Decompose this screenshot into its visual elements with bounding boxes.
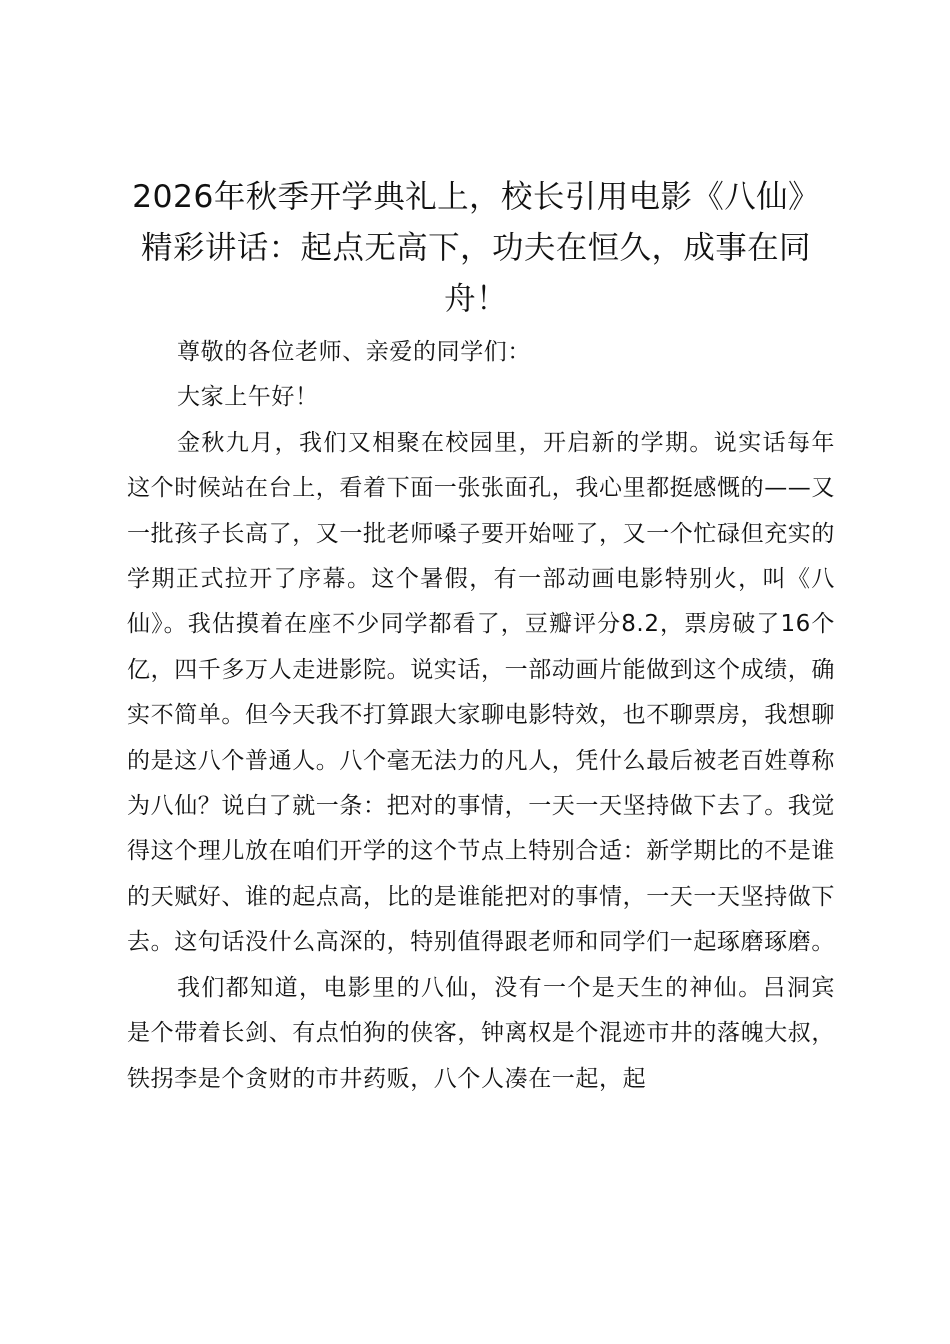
greeting-paragraph: 大家上午好！ — [177, 384, 319, 411]
second-paragraph: 我们都知道，电影里的八仙，没有一个是天生的神仙。吕洞宾是个带着长剑、有点怕狗的侠客，钟离权是个混迹市井的落魄大叔，铁拐李是个贪财的市井药贩，八个人凑在一起，起 — [127, 974, 835, 1092]
salutation-paragraph: 尊敬的各位老师、亲爱的同学们： — [177, 339, 531, 365]
opening-paragraph: 金秋九月，我们又相聚在校园里，开启新的学期。说实话每年这个时候站在台上，看着下面一张张面孔，我心里都挺感慨的——又一批孩子长高了，又一批老师嗓子要开始哑了，又一个忙碌但充实的学期正式拉开了序幕。这个暑假，有一部动画电影特别火，叫《八仙》。我估摸着在座不少同学都看了，豆瓣评分8.2，票房破了16个亿，四千多万人走进影院。说实话，一部动画片能做到这个成绩，确实不简单。但今天我不打算跟大家聊电影特效，也不聊票房，我想聊的是这八个普通人。八个毫无法力的凡人，凭什么最后被老百姓尊称为八仙？说白了就一条：把对的事情，一天一天坚持做下去了。我觉得这个理儿放在咱们开学的这个节点上特别合适：新学期比的不是谁的天赋好、谁的起点高，比的是谁能把对的事情，一天一天坚持做下去。这句话没什么高深的，特别值得跟老师和同学们一起琢磨琢磨。 — [127, 429, 835, 956]
document-title: 2026年秋季开学典礼上，校长引用电影《八仙》精彩讲话：起点无高下，功夫在恒久，成事在同舟！ — [132, 179, 820, 317]
document-body — [127, 330, 835, 1102]
